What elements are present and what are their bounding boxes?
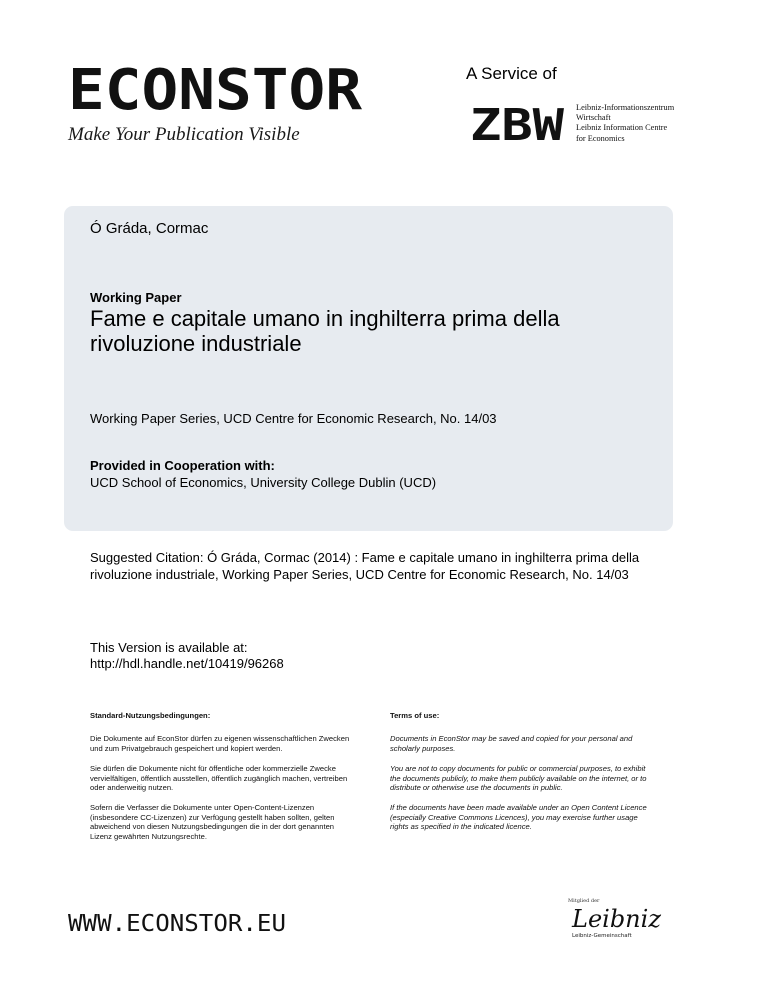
- suggested-citation: Suggested Citation: Ó Gráda, Cormac (2014) : Fame e capitale umano in inghilterra prima della rivoluzione industriale, Working Paper Series, UCD Centre for Economic Research, No. 14/03: [90, 550, 640, 582]
- svg-text:ECONSTOR: ECONSTOR: [68, 58, 363, 123]
- terms-german: [90, 711, 358, 852]
- series-info: Working Paper Series, UCD Centre for Economic Research, No. 14/03: [90, 411, 497, 426]
- leibniz-logo: [560, 895, 661, 941]
- terms-english-paragraph: Documents in EconStor may be saved and copied for your personal and scholarly purposes.: [390, 734, 633, 753]
- zbw-line: Leibniz-Informationszentrum: [576, 103, 675, 112]
- zbw-line: Wirtschaft: [576, 113, 611, 123]
- zbw-line: Leibniz Information Centre: [576, 123, 668, 133]
- zbw-institution-name: [576, 103, 674, 144]
- svg-text:ZBW: ZBW: [470, 100, 565, 151]
- terms-german-heading: Standard-Nutzungsbedingungen:: [90, 711, 211, 720]
- terms-english: [390, 711, 658, 843]
- svg-text:WWW.ECONSTOR.EU: WWW.ECONSTOR.EU: [68, 911, 286, 937]
- service-of-label: A Service of: [466, 64, 557, 83]
- cooperation-label: Provided in Cooperation with:: [90, 458, 275, 473]
- terms-english-heading: Terms of use:: [390, 711, 440, 720]
- terms-english-paragraph: You are not to copy documents for public or commercial purposes, to exhibit the documents publicly, to make them publicly available on the internet, or to distribute or otherwise use the documents in public.: [390, 764, 647, 793]
- cooperation-value: UCD School of Economics, University College Dublin (UCD): [90, 475, 437, 490]
- document-type: Working Paper: [90, 290, 182, 305]
- terms-english-paragraph: If the documents have been made available under an Open Content Licence (especially Creative Commons Licences), you may exercise further usage rights as specified in the indicated licence.: [390, 803, 647, 832]
- terms-german-paragraph: Sie dürfen die Dokumente nicht für öffentliche oder kommerzielle Zwecke vervielfältigen, öffentlich ausstellen, öffentlich zugänglich machen, vertreiben oder anderweitig nutzen.: [90, 764, 348, 793]
- econstor-logo[interactable]: [68, 58, 364, 123]
- handle-link[interactable]: http://hdl.handle.net/10419/96268: [90, 656, 284, 671]
- document-title: Fame e capitale umano in inghilterra prima della rivoluzione industriale: [90, 306, 560, 356]
- zbw-line: for Economics: [576, 133, 625, 143]
- tagline: Make Your Publication Visible: [68, 124, 300, 145]
- version-label: This Version is available at:: [90, 640, 248, 655]
- terms-german-paragraph: Sofern die Verfasser die Dokumente unter Open-Content-Lizenzen (insbesondere CC-Lizenzen) zur Verfügung gestellt haben sollten, gelten abweichend von diesen Nutzungsbedingungen die in der dort genannten Lizenz gewährten Nutzungsrechte.: [90, 803, 335, 841]
- econstor-website-link[interactable]: [68, 910, 288, 937]
- terms-german-paragraph: Die Dokumente auf EconStor dürfen zu eigenen wissenschaftlichen Zwecken und zum Privatgebrauch gespeichert und kopiert werden.: [90, 734, 350, 753]
- svg-text:Mitglied der: Mitglied der: [568, 898, 600, 904]
- svg-text:Leibniz-Gemeinschaft: Leibniz-Gemeinschaft: [572, 933, 632, 939]
- author-name: Ó Gráda, Cormac: [90, 220, 209, 237]
- zbw-logo[interactable]: [470, 100, 566, 151]
- svg-text:Leibniz: Leibniz: [572, 905, 661, 933]
